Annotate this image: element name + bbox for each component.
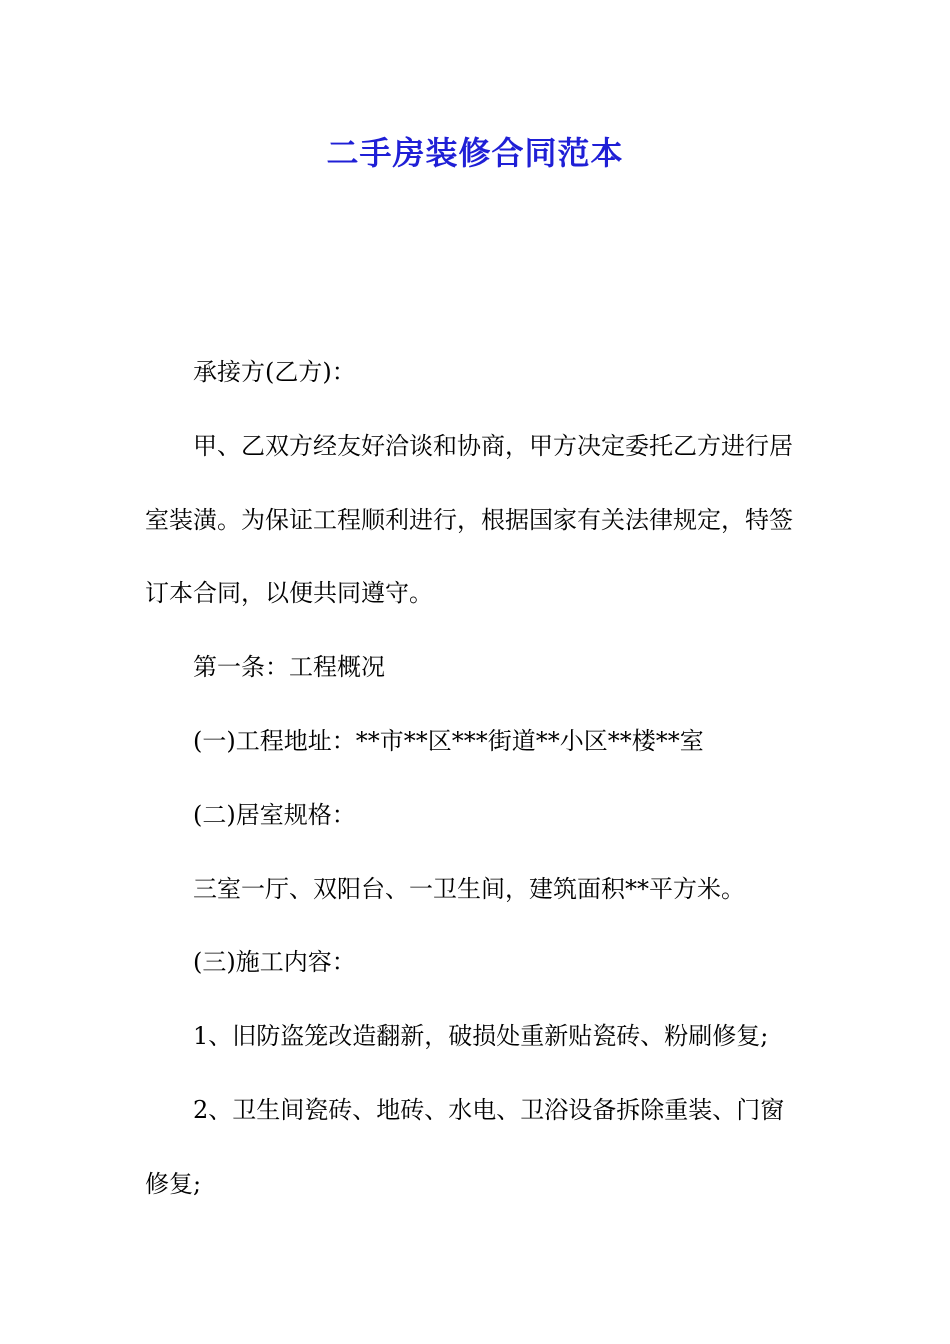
paragraph-contractor: 承接方(乙方)： bbox=[193, 358, 356, 386]
paragraph-work-item-1: 1、旧防盗笼改造翻新，破损处重新贴瓷砖、粉刷修复; bbox=[193, 1022, 769, 1051]
paragraph-room-spec: 三室一厅、双阳台、一卫生间，建筑面积**平方米。 bbox=[193, 874, 745, 903]
document-body bbox=[145, 336, 807, 1222]
paragraph-work-item-2: 2、卫生间瓷砖、地砖、水电、卫浴设备拆除重装、门窗修复; bbox=[145, 1095, 785, 1198]
paragraph-room-spec-heading: (二)居室规格： bbox=[193, 800, 356, 829]
paragraph-preamble: 甲、乙双方经友好洽谈和协商，甲方决定委托乙方进行居室装潢。为保证工程顺利进行，根据国家有关法律规定，特签订本合同，以便共同遵守。 bbox=[145, 431, 793, 608]
paragraph-project-address: (一)工程地址：**市**区***街道**小区**楼**室 bbox=[193, 726, 704, 755]
paragraph-work-content-heading: (三)施工内容： bbox=[193, 948, 356, 977]
document-title: 二手房装修合同范本 bbox=[326, 134, 624, 172]
paragraph-article-one-heading: 第一条：工程概况 bbox=[193, 653, 385, 682]
